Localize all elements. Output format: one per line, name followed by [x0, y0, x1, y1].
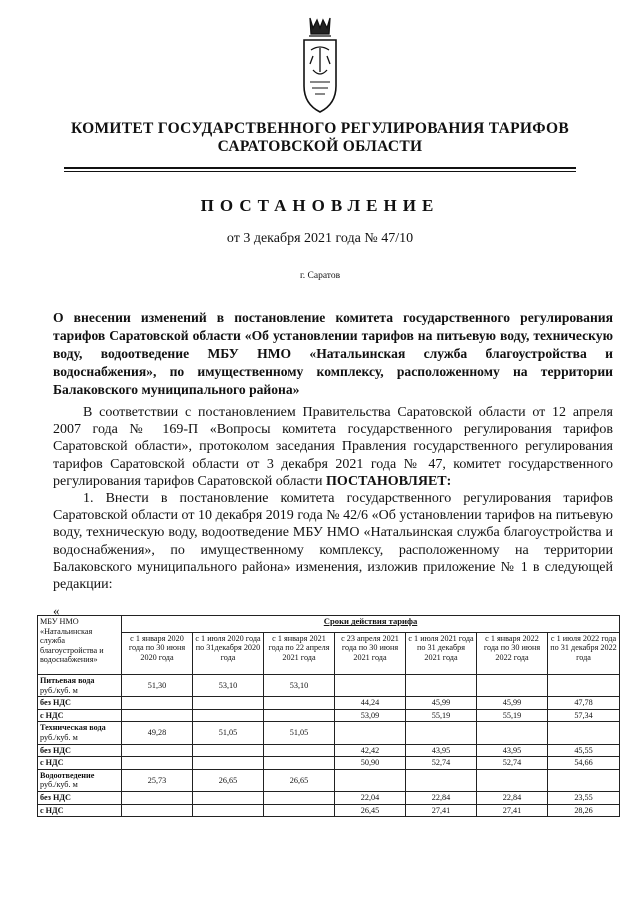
- table-cell-value: 50,90: [335, 757, 406, 770]
- table-row-label: [38, 675, 122, 697]
- table-cell-value: [548, 675, 620, 697]
- table-cell-value: [122, 697, 193, 710]
- table-cell-value: 52,74: [406, 757, 477, 770]
- resolves-keyword: ПОСТАНОВЛЯЕТ:: [326, 473, 452, 489]
- document-title: ПОСТАНОВЛЕНИЕ: [200, 196, 440, 215]
- paragraph-item-1: 1. Внести в постановление комитета государственного регулирования тарифов Саратовской области от 10 декабря 2019 года № 42/6 «Об установлении тарифов на питьевую воду, техническую воду, водоотведение МБУ НМО «Натальинская служба благоустройства и водоснабжения», по имущественному комплексу, расположенному на территории Балаковского муниципального района» изменения, изложив приложение № 1 в следующей редакции:: [53, 491, 613, 593]
- table-cell-value: [193, 804, 264, 817]
- table-cell-value: [335, 675, 406, 697]
- table-cell-value: [193, 791, 264, 804]
- row-unit-text: руб./куб. м: [40, 732, 78, 742]
- table-cell-value: 43,95: [406, 744, 477, 757]
- table-cell-value: 23,55: [548, 791, 620, 804]
- table-cell-value: 27,41: [477, 804, 548, 817]
- table-period-header: Сроки действия тарифа: [122, 616, 620, 633]
- table-cell-value: 53,09: [335, 709, 406, 722]
- table-cell-value: [335, 769, 406, 791]
- table-period-cell: с 1 июля 2022 года по 31 декабря 2022 года: [548, 632, 620, 674]
- table-cell-value: [406, 675, 477, 697]
- org-name-line2: САРАТОВСКОЙ ОБЛАСТИ: [217, 138, 423, 155]
- table-cell-value: 53,10: [193, 675, 264, 697]
- table-period-cell: с 1 января 2021 года по 22 апреля 2021 года: [264, 632, 335, 674]
- table-row: [38, 791, 620, 804]
- table-row-label: [38, 744, 122, 757]
- coat-of-arms-icon: [298, 12, 342, 116]
- table-cell-value: 44,24: [335, 697, 406, 710]
- table-org-cell: МБУ НМО «Натальинская служба благоустройства и водоснабжения»: [38, 616, 122, 675]
- table-cell-value: 45,55: [548, 744, 620, 757]
- table-cell-value: [193, 744, 264, 757]
- table-row-label: [38, 769, 122, 791]
- table-row: [38, 675, 620, 697]
- table-cell-value: [122, 791, 193, 804]
- table-row: [38, 697, 620, 710]
- table-cell-value: 53,10: [264, 675, 335, 697]
- table-cell-value: 51,05: [193, 722, 264, 744]
- table-row-label: [38, 791, 122, 804]
- table-row: [38, 769, 620, 791]
- table-cell-value: [477, 675, 548, 697]
- row-label-text: с НДС: [40, 710, 64, 720]
- table-cell-value: 55,19: [477, 709, 548, 722]
- row-label-text: с НДС: [40, 758, 64, 768]
- table-cell-value: [264, 757, 335, 770]
- table-cell-value: [122, 744, 193, 757]
- table-cell-value: [264, 744, 335, 757]
- table-cell-value: 26,65: [264, 769, 335, 791]
- row-label-text: без НДС: [40, 792, 71, 802]
- table-period-cell: с 1 июля 2020 года по 31декабря 2020 года: [193, 632, 264, 674]
- table-cell-value: [477, 722, 548, 744]
- table-cell-value: [122, 709, 193, 722]
- table-cell-value: 51,30: [122, 675, 193, 697]
- row-label-text: Техническая вода: [40, 723, 106, 733]
- table-row-label: [38, 709, 122, 722]
- table-row-label: [38, 804, 122, 817]
- table-cell-value: 54,66: [548, 757, 620, 770]
- table-cell-value: [548, 769, 620, 791]
- table-period-cell: с 1 июля 2021 года по 31 декабря 2021 года: [406, 632, 477, 674]
- table-row-label: [38, 697, 122, 710]
- org-name-line1: КОМИТЕТ ГОСУДАРСТВЕННОГО РЕГУЛИРОВАНИЯ ТАРИФОВ: [70, 120, 570, 137]
- row-label-text: без НДС: [40, 698, 71, 708]
- table-row: [38, 722, 620, 744]
- table-cell-value: [264, 697, 335, 710]
- table-cell-value: [406, 769, 477, 791]
- document-date-number: от 3 декабря 2021 года № 47/10: [226, 231, 414, 246]
- row-unit-text: руб./куб. м: [40, 685, 78, 695]
- table-cell-value: 45,99: [477, 697, 548, 710]
- table-cell-value: [193, 697, 264, 710]
- table-cell-value: 47,78: [548, 697, 620, 710]
- quote-opener: «: [53, 603, 60, 618]
- table-cell-value: [264, 804, 335, 817]
- row-label-text: Питьевая вода: [40, 676, 95, 685]
- table-cell-value: 55,19: [406, 709, 477, 722]
- table-cell-value: [193, 757, 264, 770]
- table-cell-value: 28,26: [548, 804, 620, 817]
- table-cell-value: [548, 722, 620, 744]
- table-cell-value: [335, 722, 406, 744]
- table-body: [38, 675, 620, 817]
- table-cell-value: 26,65: [193, 769, 264, 791]
- table-cell-value: 57,34: [548, 709, 620, 722]
- row-label-text: без НДС: [40, 745, 71, 755]
- table-cell-value: 52,74: [477, 757, 548, 770]
- table-cell-value: 49,28: [122, 722, 193, 744]
- table-row: [38, 709, 620, 722]
- document-subject: О внесении изменений в постановление комитета государственного регулирования тарифов Саратовской области «Об установлении тарифов на питьевую воду, техническую воду, водоотведение МБУ НМО «Натальинская служба благоустройства и водоснабжения», по имущественному комплексу, расположенному на территории Балаковского муниципального района»: [53, 310, 613, 397]
- row-label-text: Водоотведение: [40, 770, 95, 780]
- table-cell-value: [122, 757, 193, 770]
- table-cell-value: 22,84: [406, 791, 477, 804]
- table-period-cell: с 1 января 2022 года по 30 июня 2022 года: [477, 632, 548, 674]
- paragraph-preamble: [53, 404, 613, 490]
- table-cell-value: 25,73: [122, 769, 193, 791]
- table-period-cell: с 23 апреля 2021 года по 30 июня 2021 года: [335, 632, 406, 674]
- document-body: [53, 404, 613, 593]
- tariff-table: [37, 615, 620, 817]
- table-period-cell: с 1 января 2020 года по 30 июня 2020 года: [122, 632, 193, 674]
- table-cell-value: 42,42: [335, 744, 406, 757]
- row-label-text: с НДС: [40, 805, 64, 815]
- preamble-text: В соответствии с постановлением Правительства Саратовской области от 12 апреля 2007 года № 169-П «Вопросы комитета государственного регулирования тарифов Саратовской области», протоколом заседания Правления государственного регулирования тарифов Саратовской области от 3 декабря 2021 года № 47, комитет государственного регулирования тарифов Саратовской области: [53, 405, 613, 489]
- table-row-label: [38, 757, 122, 770]
- table-cell-value: [477, 769, 548, 791]
- table-cell-value: 22,04: [335, 791, 406, 804]
- table-cell-value: 22,84: [477, 791, 548, 804]
- table-cell-value: 51,05: [264, 722, 335, 744]
- table-period-row: [38, 632, 620, 674]
- table-cell-value: [406, 722, 477, 744]
- table-cell-value: [193, 709, 264, 722]
- header-divider-thin: [64, 171, 576, 172]
- table-cell-value: 26,45: [335, 804, 406, 817]
- table-row-label: [38, 722, 122, 744]
- table-row: [38, 804, 620, 817]
- table-cell-value: 45,99: [406, 697, 477, 710]
- table-cell-value: 43,95: [477, 744, 548, 757]
- header-divider: [64, 167, 576, 169]
- table-cell-value: 27,41: [406, 804, 477, 817]
- table-cell-value: [264, 791, 335, 804]
- row-unit-text: руб./куб. м: [40, 780, 78, 790]
- table-row: [38, 744, 620, 757]
- table-cell-value: [122, 804, 193, 817]
- document-city: г. Саратов: [299, 271, 341, 281]
- table-cell-value: [264, 709, 335, 722]
- table-row: [38, 757, 620, 770]
